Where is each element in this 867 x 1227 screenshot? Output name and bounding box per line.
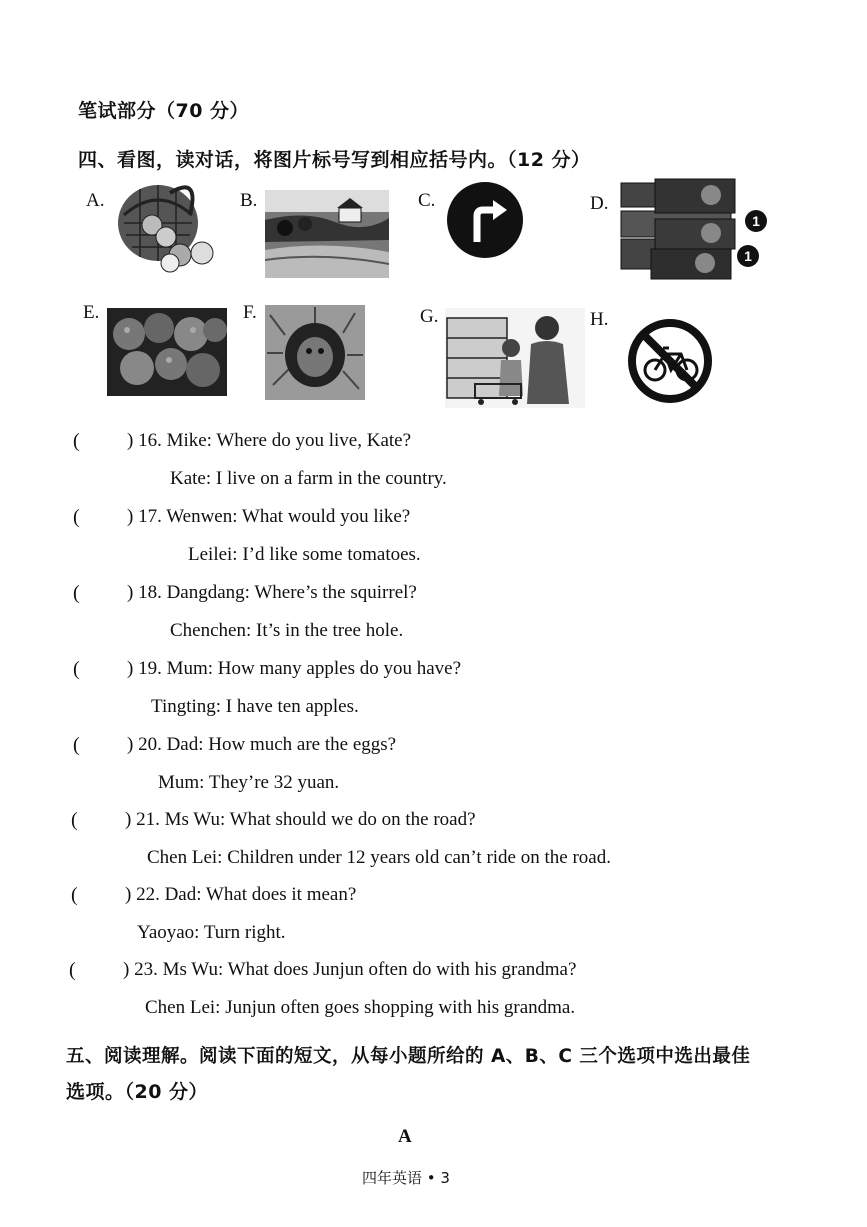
part5-title-line1: 五、阅读理解。阅读下面的短文，从每小题所给的 A、B、C 三个选项中选出最佳 <box>66 1046 751 1067</box>
question-16: ) 16. Mike: Where do you live, Kate? <box>127 430 412 451</box>
question-19: ) 19. Mum: How many apples do you have? <box>127 658 462 679</box>
answer-blank-open[interactable]: ( <box>73 430 80 452</box>
shopping-with-grandma-icon <box>445 308 585 408</box>
answer-22: Yaoyao: Turn right. <box>137 922 286 943</box>
answer-19: Tingting: I have ten apples. <box>151 696 359 717</box>
answer-blank-open[interactable]: ( <box>71 809 78 831</box>
picture-label-d: D. <box>590 193 609 214</box>
question-21: ) 21. Ms Wu: What should we do on the road? <box>125 809 476 830</box>
money-badge: 1 <box>737 245 759 267</box>
picture-label-f: F. <box>243 302 257 323</box>
answer-blank-open[interactable]: ( <box>71 884 78 906</box>
picture-label-a: A. <box>86 190 105 211</box>
picture-label-g: G. <box>420 306 439 327</box>
question-18: ) 18. Dangdang: Where’s the squirrel? <box>127 582 417 603</box>
picture-label-b: B. <box>240 190 258 211</box>
page-footer: 四年英语 • 3 <box>362 1169 450 1187</box>
question-22: ) 22. Dad: What does it mean? <box>125 884 357 905</box>
no-bicycles-sign-icon <box>627 318 713 404</box>
picture-label-h: H. <box>590 309 609 330</box>
picture-label-c: C. <box>418 190 436 211</box>
answer-18: Chenchen: It’s in the tree hole. <box>170 620 404 641</box>
answer-21: Chen Lei: Children under 12 years old can’t ride on the road. <box>147 847 611 868</box>
part5-title-line2: 选项。（20 分） <box>66 1081 209 1103</box>
answer-blank-open[interactable]: ( <box>73 658 80 680</box>
passage-label: A <box>398 1126 412 1147</box>
answer-blank-open[interactable]: ( <box>73 506 80 528</box>
question-20: ) 20. Dad: How much are the eggs? <box>127 734 397 755</box>
answer-16: Kate: I live on a farm in the country. <box>170 468 447 489</box>
farm-countryside-icon <box>265 190 389 278</box>
answer-blank-open[interactable]: ( <box>69 959 76 981</box>
squirrel-in-tree-hole-icon <box>265 305 365 400</box>
answer-17: Leilei: I’d like some tomatoes. <box>188 544 421 565</box>
tomatoes-icon <box>107 308 227 396</box>
answer-20: Mum: They’re 32 yuan. <box>158 772 340 793</box>
section-header: 笔试部分（70 分） <box>78 100 250 122</box>
basket-of-eggs-icon <box>110 175 222 279</box>
money-badge: 1 <box>745 210 767 232</box>
picture-label-e: E. <box>83 302 100 323</box>
question-17: ) 17. Wenwen: What would you like? <box>127 506 411 527</box>
question-23: ) 23. Ms Wu: What does Junjun often do with his grandma? <box>123 959 577 980</box>
part4-title: 四、看图，读对话，将图片标号写到相应括号内。（12 分） <box>78 149 591 171</box>
answer-blank-open[interactable]: ( <box>73 734 80 756</box>
answer-blank-open[interactable]: ( <box>73 582 80 604</box>
answer-23: Chen Lei: Junjun often goes shopping with his grandma. <box>145 997 576 1018</box>
turn-right-sign-icon <box>445 180 525 260</box>
